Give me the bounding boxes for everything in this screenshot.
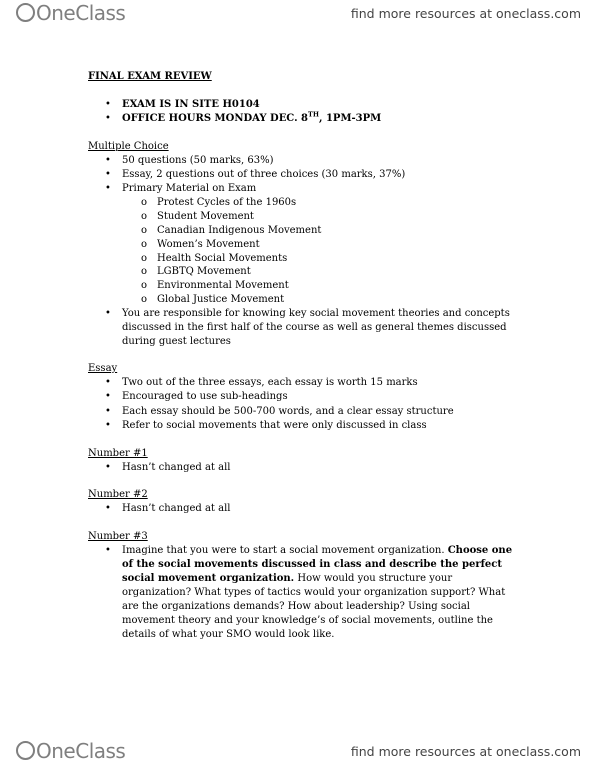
bullet-icon: • [105, 183, 111, 194]
responsible-line: discussed in the first half of the course as well as general themes discussed [122, 322, 507, 333]
bullet-icon: • [105, 308, 111, 319]
number3-line: movement theory and your knowledge’s of social movements, outline the [122, 615, 493, 626]
doc-title: FINAL EXAM REVIEW [88, 71, 212, 82]
logo-o-icon [16, 741, 35, 760]
number2-item: Hasn’t changed at all [122, 503, 231, 514]
number3-line: are the organizations demands? How about leadership? Using social [122, 601, 470, 612]
more-resources-link[interactable]: find more resources at oneclass.com [350, 744, 581, 759]
more-resources-link[interactable]: find more resources at oneclass.com [350, 6, 581, 21]
bullet-icon: • [105, 99, 111, 110]
bullet-icon: • [105, 155, 111, 166]
number3-line: organization? What types of tactics would your organization support? What [122, 587, 506, 598]
essay-item: Encouraged to use sub-headings [122, 391, 288, 402]
number3-line: of the social movements discussed in class and describe the perfect [122, 559, 502, 570]
bullet-icon: • [105, 391, 111, 402]
responsible-line: during guest lectures [122, 336, 231, 347]
number2-heading: Number #2 [88, 489, 148, 500]
footer-banner [0, 738, 595, 764]
sub-bullet-icon: o [141, 211, 148, 222]
sub-bullet-icon: o [141, 266, 148, 277]
sub-bullet-icon: o [141, 225, 148, 236]
exam-site: EXAM IS IN SITE H0104 [122, 99, 260, 110]
responsible-line: You are responsible for knowing key social movement theories and concepts [122, 308, 510, 319]
bullet-icon: • [105, 377, 111, 388]
bullet-icon: • [105, 169, 111, 180]
material-item: Protest Cycles of the 1960s [157, 197, 297, 208]
material-item: Global Justice Movement [157, 294, 285, 305]
sub-bullet-icon: o [141, 197, 148, 208]
number3-line: Imagine that you were to start a social movement organization. Choose one [122, 545, 513, 556]
mc-heading: Multiple Choice [88, 141, 169, 152]
mc-item: Essay, 2 questions out of three choices (30 marks, 37%) [122, 169, 406, 180]
bullet-icon: • [105, 406, 111, 417]
essay-item: Refer to social movements that were only discussed in class [122, 420, 427, 431]
essay-heading: Essay [88, 363, 118, 374]
number1-heading: Number #1 [88, 448, 148, 459]
number1-item: Hasn’t changed at all [122, 462, 231, 473]
essay-item: Each essay should be 500-700 words, and a clear essay structure [122, 406, 454, 417]
material-item: Women’s Movement [157, 239, 260, 250]
sub-bullet-icon: o [141, 280, 148, 291]
number3-line: social movement organization. How would you structure your [122, 573, 453, 584]
number3-line: details of what your SMO would look like. [122, 629, 335, 640]
bullet-icon: • [105, 462, 111, 473]
sub-bullet-icon: o [141, 239, 148, 250]
material-item: Student Movement [157, 211, 254, 222]
bullet-icon: • [105, 503, 111, 514]
bullet-icon: • [105, 113, 111, 124]
sub-bullet-icon: o [141, 294, 148, 305]
material-item: Health Social Movements [157, 253, 288, 264]
bullet-icon: • [105, 420, 111, 431]
oneclass-logo[interactable]: OneClass [16, 739, 125, 763]
mc-item: Primary Material on Exam [122, 183, 257, 194]
number3-heading: Number #3 [88, 531, 148, 542]
oneclass-logo[interactable]: OneClass [16, 1, 125, 25]
office-hours: OFFICE HOURS MONDAY DEC. 8TH, 1PM-3PM [122, 110, 382, 124]
material-item: Environmental Movement [157, 280, 289, 291]
mc-item: 50 questions (50 marks, 63%) [122, 155, 274, 166]
material-item: Canadian Indigenous Movement [157, 225, 322, 236]
essay-item: Two out of the three essays, each essay is worth 15 marks [122, 377, 418, 388]
sub-bullet-icon: o [141, 253, 148, 264]
bullet-icon: • [105, 545, 111, 556]
material-item: LGBTQ Movement [157, 266, 251, 277]
